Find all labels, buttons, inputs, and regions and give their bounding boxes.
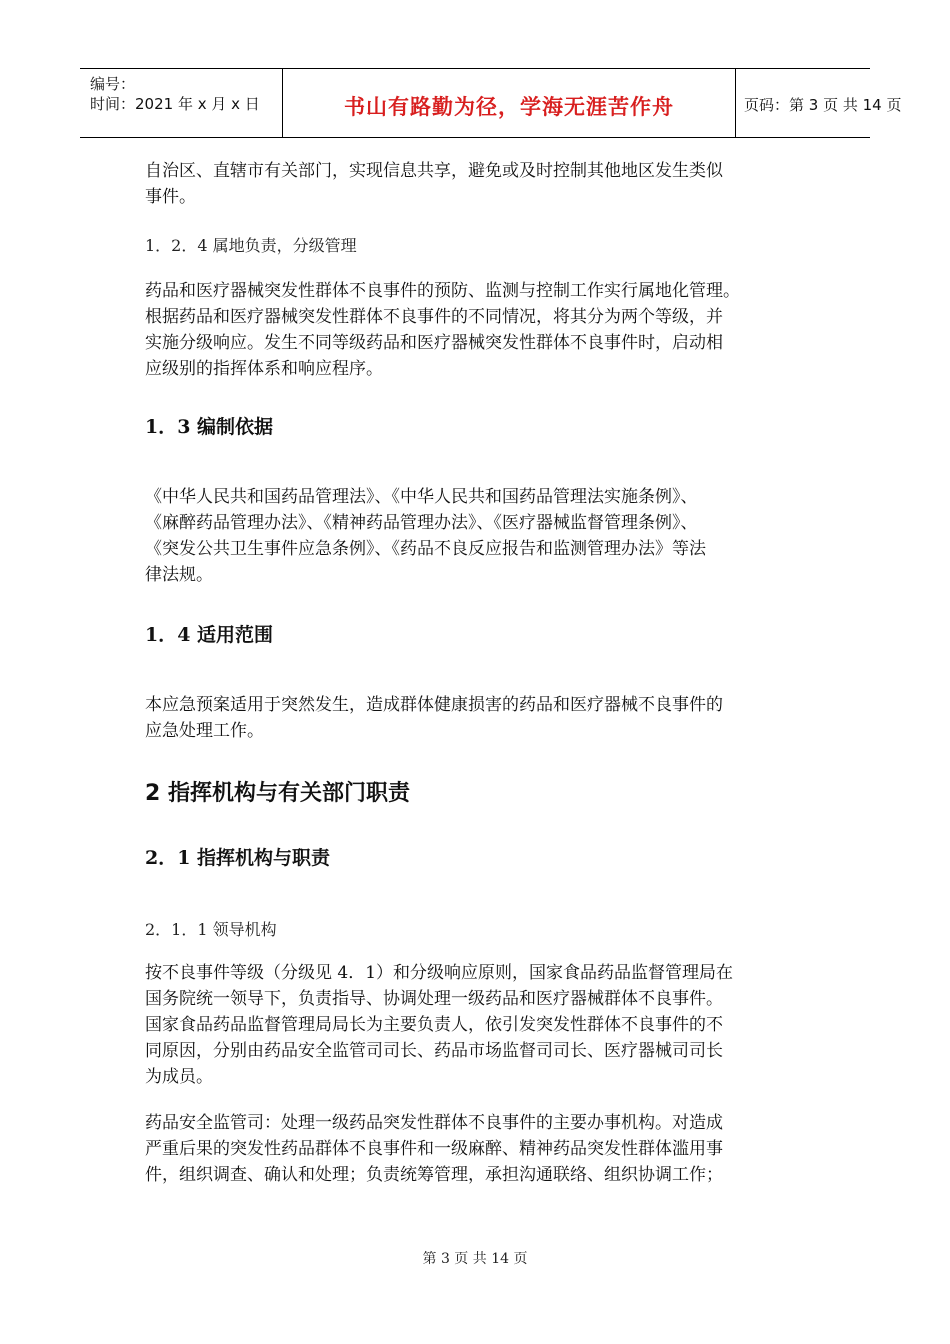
heading-2-1: 2．1 指挥机构与职责 bbox=[145, 847, 331, 869]
header-meta-cell bbox=[80, 69, 280, 137]
paragraph-leadership bbox=[145, 960, 815, 1090]
text-line: 药品和医疗器械突发性群体不良事件的预防、监测与控制工作实行属地化管理。 bbox=[145, 281, 740, 301]
text-line: 国务院统一领导下，负责指导、协调处理一级药品和医疗器械群体不良事件。 bbox=[145, 989, 723, 1009]
text-line: 自治区、直辖市有关部门，实现信息共享，避免或及时控制其他地区发生类似 bbox=[145, 161, 723, 181]
paragraph-territorial-management bbox=[145, 278, 815, 382]
text-line: 根据药品和医疗器械突发性群体不良事件的不同情况，将其分为两个等级，并 bbox=[145, 307, 723, 327]
text-line: 药品安全监管司：处理一级药品突发性群体不良事件的主要办事机构。对造成 bbox=[145, 1113, 723, 1133]
heading-1-4: 1．4 适用范围 bbox=[145, 624, 274, 646]
header-page-cell bbox=[736, 69, 902, 137]
paragraph-legal-basis bbox=[145, 484, 815, 588]
document-number-label: 编号： bbox=[90, 75, 136, 93]
page-header bbox=[80, 68, 902, 138]
text-line: 《中华人民共和国药品管理法》、《中华人民共和国药品管理法实施条例》、 bbox=[145, 487, 698, 507]
text-line: 《麻醉药品管理办法》、《精神药品管理办法》、《医疗器械监督管理条例》、 bbox=[145, 513, 698, 533]
paragraph-drug-safety-dept bbox=[145, 1110, 815, 1188]
text-line: 同原因，分别由药品安全监管司司长、药品市场监督司司长、医疗器械司司长 bbox=[145, 1041, 723, 1061]
heading-1-3: 1．3 编制依据 bbox=[145, 416, 274, 438]
heading-2: 2 指挥机构与有关部门职责 bbox=[145, 781, 410, 806]
text-line: 本应急预案适用于突然发生，造成群体健康损害的药品和医疗器械不良事件的 bbox=[145, 695, 723, 715]
text-line: 为成员。 bbox=[145, 1067, 213, 1087]
text-line: 事件。 bbox=[145, 187, 196, 207]
header-page-info: 页码：第 3 页 共 14 页 bbox=[744, 96, 902, 114]
paragraph-scope bbox=[145, 692, 815, 744]
subheading-1-2-4: 1．2．4 属地负责，分级管理 bbox=[145, 236, 357, 255]
header-motto-cell bbox=[282, 69, 736, 137]
document-date-label: 时间：2021 年 x 月 x 日 bbox=[90, 95, 260, 113]
text-line: 应急处理工作。 bbox=[145, 721, 264, 741]
text-line: 严重后果的突发性药品群体不良事件和一级麻醉、精神药品突发性群体滥用事 bbox=[145, 1139, 723, 1159]
text-line: 件，组织调查、确认和处理；负责统筹管理，承担沟通联络、组织协调工作； bbox=[145, 1165, 723, 1185]
text-line: 实施分级响应。发生不同等级药品和医疗器械突发性群体不良事件时，启动相 bbox=[145, 333, 723, 353]
paragraph-info-sharing bbox=[145, 158, 815, 210]
text-line: 按不良事件等级（分级见 4．1）和分级响应原则，国家食品药品监督管理局在 bbox=[145, 963, 734, 983]
page-footer: 第 3 页 共 14 页 bbox=[422, 1251, 528, 1267]
header-motto: 书山有路勤为径，学海无涯苦作舟 bbox=[344, 95, 674, 119]
text-line: 律法规。 bbox=[145, 565, 213, 585]
text-line: 应级别的指挥体系和响应程序。 bbox=[145, 359, 383, 379]
subheading-2-1-1: 2．1．1 领导机构 bbox=[145, 920, 277, 939]
text-line: 国家食品药品监督管理局局长为主要负责人，依引发突发性群体不良事件的不 bbox=[145, 1015, 723, 1035]
text-line: 《突发公共卫生事件应急条例》、《药品不良反应报告和监测管理办法》等法 bbox=[145, 539, 706, 559]
